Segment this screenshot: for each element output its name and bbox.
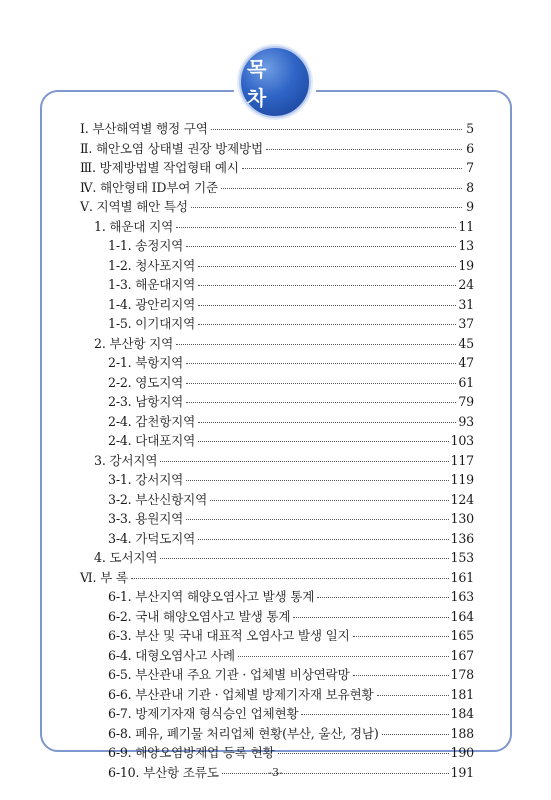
toc-entry-page: 37 <box>458 316 474 331</box>
dot-leader <box>353 636 449 637</box>
toc-entry[interactable] <box>80 411 474 431</box>
toc-entry-label: 6-5. 부산관내 주요 기관 · 업체별 비상연락망 <box>108 667 350 682</box>
toc-entry-page: 93 <box>458 413 474 429</box>
toc-entry[interactable] <box>80 723 474 743</box>
toc-entry[interactable] <box>80 157 474 177</box>
toc-entry-label: 6-10. 부산항 조류도 <box>108 764 219 780</box>
toc-entry[interactable] <box>80 703 474 723</box>
toc-entry[interactable] <box>80 625 474 645</box>
title-badge <box>239 46 311 118</box>
toc-entry-label: 3-2. 부산신항지역 <box>108 491 208 507</box>
toc-entry-label: 6-9. 해양오염방제업 등록 현황 <box>108 745 275 760</box>
toc-entry[interactable] <box>80 508 474 528</box>
dot-leader <box>131 578 449 579</box>
dot-leader <box>278 753 449 754</box>
dot-leader <box>222 773 449 774</box>
toc-entry[interactable] <box>80 528 474 548</box>
toc-entry[interactable] <box>80 684 474 704</box>
toc-entry[interactable] <box>80 177 474 197</box>
toc-entry[interactable] <box>80 196 474 216</box>
toc-entry-page: 124 <box>450 491 474 507</box>
toc-entry-label: 6-4. 대형오염사고 사례 <box>108 647 235 663</box>
dot-leader <box>301 714 448 715</box>
dot-leader <box>198 305 456 306</box>
dot-leader <box>266 149 462 150</box>
toc-entry[interactable] <box>80 547 474 567</box>
dot-leader <box>198 539 448 540</box>
toc-entry-label: Ⅱ. 해안오염 상태별 권장 방제방법 <box>80 140 263 156</box>
dot-leader <box>377 695 449 696</box>
dot-leader <box>160 558 448 559</box>
toc-entry-page: 103 <box>450 433 474 448</box>
toc-entry-page: 165 <box>450 628 474 643</box>
toc-entry[interactable] <box>80 762 474 782</box>
dot-leader <box>160 461 448 462</box>
toc-entry[interactable] <box>80 274 474 294</box>
toc-entry-label: Ⅵ. 부 록 <box>80 569 128 585</box>
toc-entry-label: Ⅴ. 지역별 해안 특성 <box>80 199 188 214</box>
toc-entry-label: 2-2. 영도지역 <box>108 374 184 390</box>
toc-entry-page: 79 <box>458 394 474 409</box>
toc-entry-label: 1-4. 광안리지역 <box>108 296 196 312</box>
toc-entry[interactable] <box>80 235 474 255</box>
dot-leader <box>186 383 456 384</box>
toc-entry-page: 5 <box>466 121 474 136</box>
toc-entry-page: 117 <box>450 452 474 468</box>
toc-entry[interactable] <box>80 645 474 665</box>
dot-leader <box>221 188 462 189</box>
toc-entry-label: 6-2. 국내 해양오염사고 발생 통계 <box>108 608 291 624</box>
toc-entry-label: 2-3. 남항지역 <box>108 394 184 409</box>
dot-leader <box>198 422 456 423</box>
dot-leader <box>198 266 456 267</box>
dot-leader <box>186 480 448 481</box>
toc-entry-page: 45 <box>458 335 474 351</box>
toc-entry-page: 164 <box>450 608 474 624</box>
dot-leader <box>186 519 448 520</box>
toc-entry-page: 31 <box>458 296 474 312</box>
dot-leader <box>353 675 449 676</box>
toc-entry-label: 3. 강서지역 <box>94 452 158 468</box>
toc-entry[interactable] <box>80 567 474 587</box>
dot-leader <box>211 129 462 130</box>
toc-entry-page: 47 <box>458 355 474 370</box>
toc-entry-label: 1-1. 송정지역 <box>108 238 184 253</box>
toc-entry-label: 1-5. 이기대지역 <box>108 316 196 331</box>
toc-entry-page: 167 <box>450 647 474 663</box>
dot-leader <box>186 246 456 247</box>
toc-entry-page: 130 <box>450 511 474 526</box>
toc-entry-label: 2-4. 감천항지역 <box>108 413 196 429</box>
dot-leader <box>198 441 448 442</box>
toc-entry-label: 3-4. 가덕도지역 <box>108 530 196 546</box>
page-number-footer: -3- <box>268 766 283 779</box>
toc-entry-label: 6-8. 폐유, 폐기물 처리업체 현황(부산, 울산, 경남) <box>108 725 379 741</box>
toc-entry[interactable] <box>80 586 474 606</box>
toc-entry-label: 6-3. 부산 및 국내 대표적 오염사고 발생 일지 <box>108 628 350 643</box>
toc-entry[interactable] <box>80 391 474 411</box>
title-badge-wrapper <box>233 40 317 124</box>
dot-leader <box>210 500 448 501</box>
dot-leader <box>186 363 456 364</box>
toc-entry[interactable] <box>80 333 474 353</box>
toc-entry-label: Ⅲ. 방제방법별 작업형태 예시 <box>80 160 239 175</box>
dot-leader <box>382 734 449 735</box>
dot-leader <box>242 168 462 169</box>
toc-entry[interactable] <box>80 469 474 489</box>
page-title: 목 차 <box>247 57 273 110</box>
toc-entry-label: 2-4. 다대포지역 <box>108 433 196 448</box>
dot-leader <box>238 656 449 657</box>
toc-entry-page: 190 <box>450 745 474 760</box>
toc-entry-label: 1-2. 청사포지역 <box>108 257 196 273</box>
toc-entry[interactable] <box>80 294 474 314</box>
toc-entry-page: 6 <box>466 140 474 156</box>
dot-leader <box>176 344 456 345</box>
toc-entry[interactable] <box>80 255 474 275</box>
toc-entry-page: 191 <box>450 764 474 780</box>
toc-entry-label: Ⅰ. 부산해역별 행정 구역 <box>80 121 208 136</box>
dot-leader <box>317 597 448 598</box>
toc-entry-page: 9 <box>466 199 474 214</box>
toc-entry-page: 136 <box>450 530 474 546</box>
toc-entry-label: 1. 해운대 지역 <box>94 218 174 234</box>
toc-entry-page: 184 <box>450 706 474 721</box>
toc-entry[interactable] <box>80 352 474 372</box>
toc-entry-label: 3-3. 용원지역 <box>108 511 184 526</box>
toc-entry-label: 4. 도서지역 <box>94 550 158 565</box>
toc-entry-label: 6-1. 부산지역 해양오염사고 발생 통계 <box>108 589 315 604</box>
table-of-contents <box>80 118 474 781</box>
toc-entry-label: 6-7. 방제기자재 형식승인 업체현황 <box>108 706 299 721</box>
toc-entry-page: 178 <box>450 667 474 682</box>
toc-entry-page: 19 <box>458 257 474 273</box>
dot-leader <box>186 402 456 403</box>
dot-leader <box>198 285 456 286</box>
toc-entry-label: Ⅳ. 해안형태 ID부여 기준 <box>80 179 218 195</box>
toc-entry-page: 8 <box>466 179 474 195</box>
dot-leader <box>191 207 462 208</box>
toc-entry-label: 2. 부산항 지역 <box>94 335 174 351</box>
toc-entry[interactable] <box>80 489 474 509</box>
toc-entry[interactable] <box>80 313 474 333</box>
toc-entry-page: 7 <box>466 160 474 175</box>
dot-leader <box>176 227 456 228</box>
toc-entry-page: 188 <box>450 725 474 741</box>
dot-leader <box>198 324 456 325</box>
toc-entry-label: 6-6. 부산관내 기관 · 업체별 방제기자재 보유현황 <box>108 686 374 702</box>
toc-entry-page: 61 <box>458 374 474 390</box>
toc-entry-label: 3-1. 강서지역 <box>108 472 184 487</box>
toc-entry-page: 163 <box>450 589 474 604</box>
toc-entry[interactable] <box>80 664 474 684</box>
toc-entry[interactable] <box>80 430 474 450</box>
toc-entry[interactable] <box>80 606 474 626</box>
toc-entry-page: 24 <box>458 277 474 292</box>
toc-entry[interactable] <box>80 118 474 138</box>
toc-entry-page: 161 <box>450 569 474 585</box>
toc-entry[interactable] <box>80 216 474 236</box>
toc-entry-page: 119 <box>450 472 474 487</box>
toc-entry[interactable] <box>80 138 474 158</box>
toc-entry[interactable] <box>80 742 474 762</box>
dot-leader <box>293 617 448 618</box>
toc-entry[interactable] <box>80 372 474 392</box>
toc-entry-page: 181 <box>450 686 474 702</box>
toc-entry-label: 1-3. 해운대지역 <box>108 277 196 292</box>
toc-entry-page: 153 <box>450 550 474 565</box>
toc-entry[interactable] <box>80 450 474 470</box>
toc-entry-page: 13 <box>458 238 474 253</box>
toc-entry-label: 2-1. 북항지역 <box>108 355 184 370</box>
toc-entry-page: 11 <box>458 218 474 234</box>
